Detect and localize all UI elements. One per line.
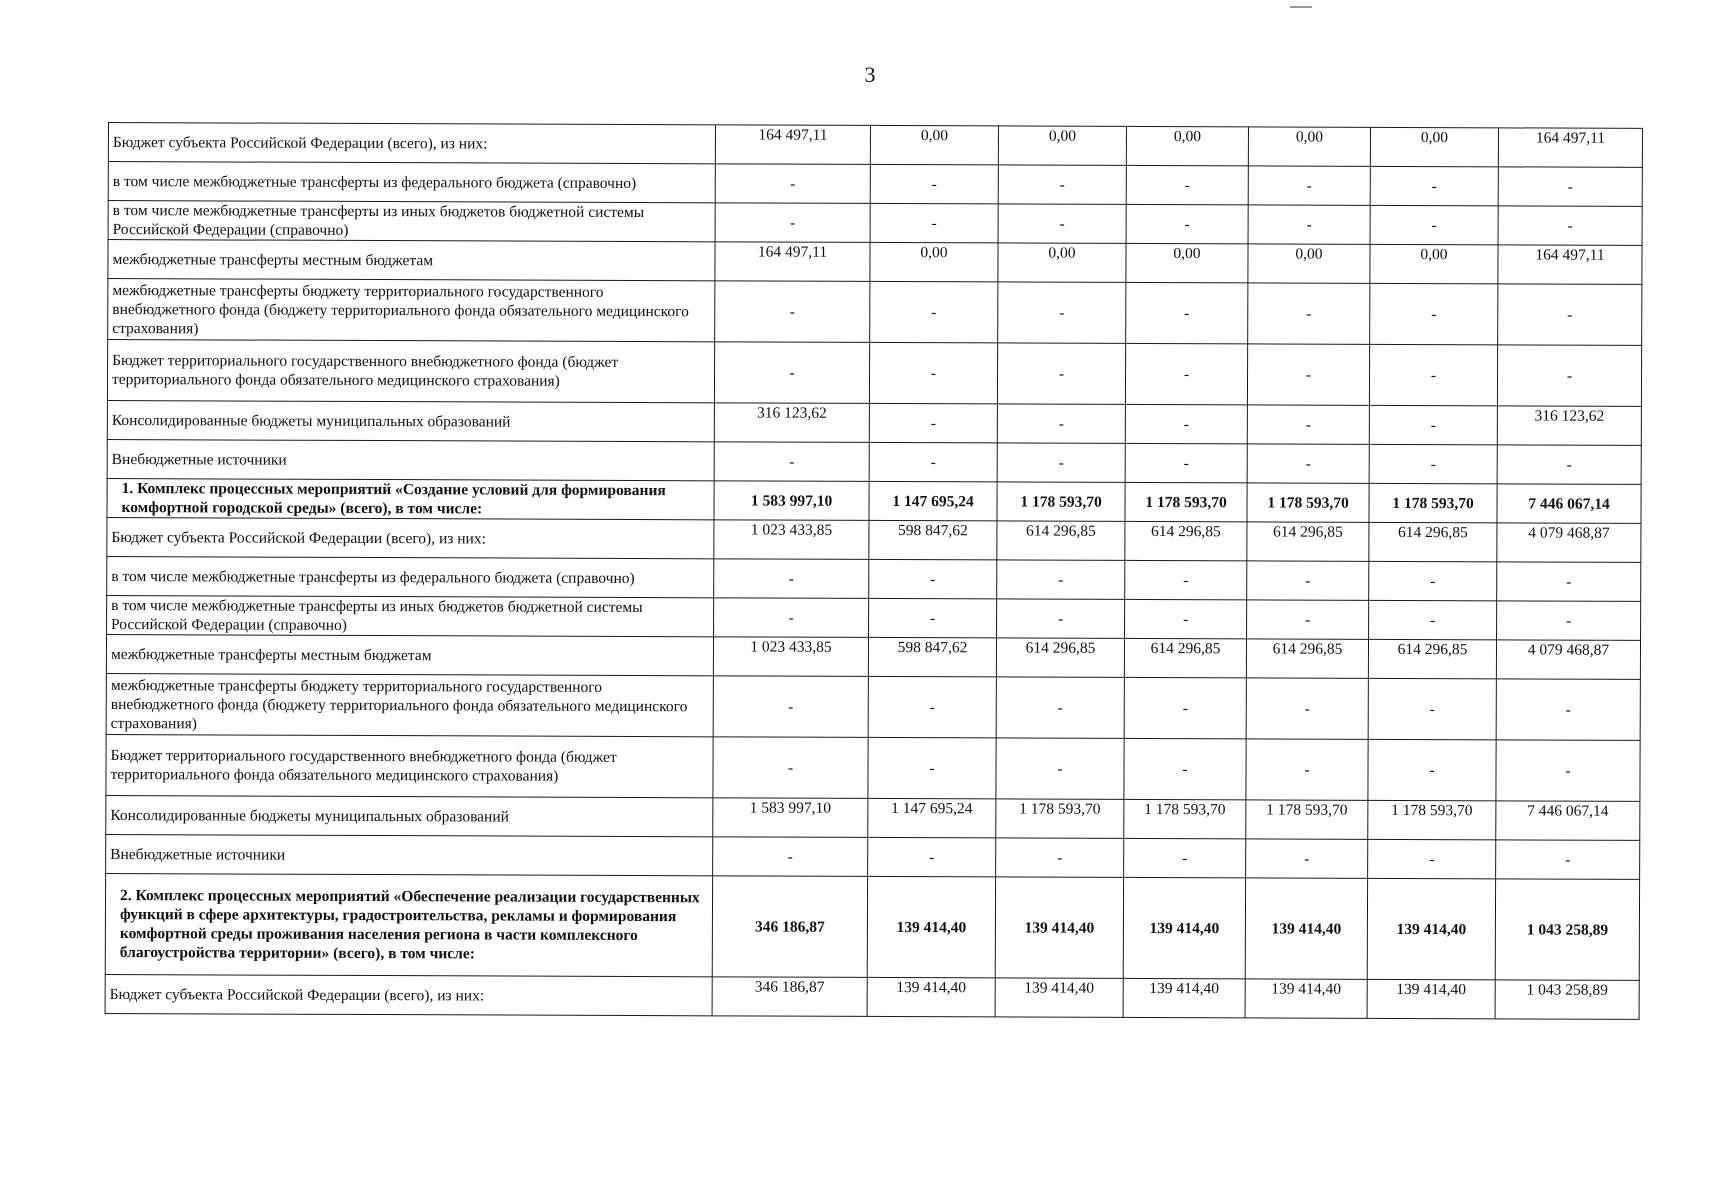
value-cell: - — [1125, 404, 1247, 443]
value-cell: 1 178 593,70 — [1368, 800, 1496, 839]
value-cell: 598 847,62 — [868, 637, 996, 676]
value-cell: 1 178 593,70 — [1125, 482, 1247, 521]
value-cell: - — [713, 676, 868, 738]
value-cell: - — [1125, 443, 1247, 482]
table-row — [108, 162, 1642, 207]
table-row — [107, 478, 1641, 523]
value-cell: - — [868, 737, 996, 798]
value-cell: - — [715, 203, 870, 243]
value-cell: 139 414,40 — [1123, 978, 1245, 1017]
value-cell: - — [997, 343, 1125, 404]
table-row — [107, 400, 1641, 445]
value-cell: - — [868, 837, 996, 876]
value-cell: 614 296,85 — [1246, 639, 1368, 678]
value-cell: - — [1496, 679, 1640, 741]
value-cell: - — [713, 737, 868, 799]
value-cell: 0,00 — [870, 242, 998, 281]
row-label: Бюджет субъекта Российской Федерации (всего), из них: — [108, 123, 715, 164]
value-cell: - — [869, 403, 997, 442]
row-label: Бюджет субъекта Российской Федерации (всего), из них: — [107, 517, 714, 558]
value-cell: - — [1369, 600, 1497, 639]
value-cell: 1 178 593,70 — [1247, 483, 1369, 522]
value-cell: - — [1126, 165, 1248, 204]
value-cell: 1 178 593,70 — [1246, 800, 1368, 839]
row-label: 1. Комплекс процессных мероприятий «Создание условий для формирования комфортной городской среды» (всего), в том числе: — [107, 478, 714, 519]
value-cell: - — [1247, 444, 1369, 483]
value-cell: - — [714, 442, 869, 482]
value-cell: - — [1369, 344, 1497, 405]
row-label: межбюджетные трансферты местным бюджетам — [106, 634, 713, 675]
table-row — [106, 673, 1640, 740]
value-cell: 614 296,85 — [1368, 639, 1496, 678]
value-cell: - — [997, 560, 1125, 599]
row-label: межбюджетные трансферты бюджету территориального государственного внебюджетного фонда (бюджету территориального фонда обязательного медицинского страхования) — [106, 673, 713, 736]
value-cell: - — [1498, 167, 1642, 207]
value-cell: 4 079 468,87 — [1496, 640, 1640, 680]
value-cell: 346 186,87 — [712, 876, 867, 978]
value-cell: - — [997, 599, 1125, 638]
table-row — [105, 974, 1639, 1019]
value-cell: 614 296,85 — [1369, 522, 1497, 561]
value-cell: - — [869, 342, 997, 403]
value-cell: 7 446 067,14 — [1496, 801, 1640, 841]
value-cell: 1 147 695,24 — [868, 798, 996, 837]
table-row — [105, 873, 1639, 980]
value-cell: - — [714, 598, 869, 638]
value-cell: 346 186,87 — [712, 977, 867, 1017]
value-cell: 139 414,40 — [867, 977, 995, 1016]
value-cell: - — [1368, 678, 1496, 739]
row-label: Внебюджетные источники — [106, 834, 713, 875]
value-cell: 0,00 — [998, 243, 1126, 282]
value-cell: 1 178 593,70 — [1124, 799, 1246, 838]
row-label: Внебюджетные источники — [107, 439, 714, 480]
value-cell: - — [1497, 601, 1641, 641]
value-cell: 139 414,40 — [1123, 877, 1245, 978]
value-cell: - — [1496, 840, 1640, 880]
value-cell: - — [996, 838, 1124, 877]
budget-table-body — [105, 123, 1642, 1020]
value-cell: - — [1247, 344, 1369, 405]
value-cell: - — [715, 164, 870, 204]
value-cell: 1 043 258,89 — [1495, 980, 1639, 1020]
value-cell: 1 178 593,70 — [996, 799, 1124, 838]
value-cell: - — [868, 676, 996, 737]
row-label: Бюджет территориального государственного внебюджетного фонда (бюджет территориального фонда обязательного медицинского страхования) — [107, 340, 714, 403]
table-row — [108, 279, 1642, 346]
value-cell: 7 446 067,14 — [1497, 484, 1641, 524]
value-cell: 0,00 — [1126, 243, 1248, 282]
value-cell: - — [998, 165, 1126, 204]
value-cell: - — [1248, 283, 1370, 344]
value-cell: 614 296,85 — [1124, 638, 1246, 677]
table-row — [108, 240, 1642, 285]
value-cell: - — [1124, 738, 1246, 799]
value-cell: 1 043 258,89 — [1495, 879, 1639, 981]
value-cell: - — [1496, 740, 1640, 802]
row-label: Консолидированные бюджеты муниципальных образований — [106, 795, 713, 836]
table-row — [107, 340, 1641, 407]
value-cell: - — [1369, 444, 1497, 483]
value-cell: - — [1498, 206, 1642, 246]
value-cell: - — [1498, 284, 1642, 346]
table-row — [106, 795, 1640, 840]
value-cell: - — [996, 738, 1124, 799]
value-cell: 316 123,62 — [714, 403, 869, 443]
value-cell: - — [1368, 839, 1496, 878]
value-cell: 4 079 468,87 — [1497, 523, 1641, 563]
value-cell: - — [870, 281, 998, 342]
value-cell: 0,00 — [1370, 127, 1498, 166]
value-cell: 1 023 433,85 — [714, 520, 869, 560]
budget-table — [105, 122, 1643, 1020]
value-cell: 1 583 997,10 — [713, 798, 868, 838]
value-cell: - — [1125, 343, 1247, 404]
table-row — [106, 734, 1640, 801]
value-cell: 1 147 695,24 — [869, 481, 997, 520]
value-cell: - — [870, 203, 998, 242]
row-label: межбюджетные трансферты местным бюджетам — [108, 240, 715, 281]
table-row — [108, 201, 1642, 246]
scan-mark — [1290, 6, 1312, 8]
row-label: межбюджетные трансферты бюджету территориального государственного внебюджетного фонда (бюджету территориального фонда обязательного медицинского страхования) — [108, 279, 715, 342]
value-cell: 614 296,85 — [1125, 521, 1247, 560]
value-cell: - — [1369, 561, 1497, 600]
row-label: Консолидированные бюджеты муниципальных образований — [107, 400, 714, 441]
value-cell: - — [1248, 205, 1370, 244]
value-cell: 614 296,85 — [1247, 522, 1369, 561]
value-cell: - — [1497, 345, 1641, 407]
value-cell: 164 497,11 — [1498, 245, 1642, 285]
value-cell: - — [714, 342, 869, 404]
value-cell: - — [1246, 839, 1368, 878]
value-cell: - — [869, 598, 997, 637]
value-cell: - — [1246, 739, 1368, 800]
value-cell: - — [1370, 166, 1498, 205]
value-cell: 316 123,62 — [1497, 406, 1641, 446]
table-row — [106, 834, 1640, 879]
value-cell: 139 414,40 — [995, 978, 1123, 1017]
table-row — [107, 595, 1641, 640]
value-cell: - — [1247, 600, 1369, 639]
value-cell: - — [713, 837, 868, 877]
value-cell: 1 178 593,70 — [997, 482, 1125, 521]
value-cell: - — [1247, 561, 1369, 600]
value-cell: 0,00 — [1370, 244, 1498, 283]
value-cell: 139 414,40 — [867, 876, 995, 977]
value-cell: 164 497,11 — [1498, 128, 1642, 168]
row-label: в том числе межбюджетные трансферты из иных бюджетов бюджетной системы Российской Федерации (справочно) — [108, 201, 715, 242]
row-label: Бюджет территориального государственного внебюджетного фонда (бюджет территориального фонда обязательного медицинского страхования) — [106, 734, 713, 797]
value-cell: 139 414,40 — [1245, 878, 1367, 979]
value-cell: - — [1126, 204, 1248, 243]
value-cell: 1 583 997,10 — [714, 481, 869, 521]
value-cell: - — [1497, 562, 1641, 602]
row-label: в том числе межбюджетные трансферты из иных бюджетов бюджетной системы Российской Федерации (справочно) — [107, 595, 714, 636]
value-cell: - — [997, 443, 1125, 482]
value-cell: - — [1126, 282, 1248, 343]
value-cell: - — [998, 204, 1126, 243]
value-cell: - — [714, 559, 869, 599]
row-label: в том числе межбюджетные трансферты из федерального бюджета (справочно) — [108, 162, 715, 203]
value-cell: 164 497,11 — [715, 242, 870, 282]
value-cell: 0,00 — [998, 126, 1126, 165]
value-cell: - — [869, 442, 997, 481]
value-cell: - — [1124, 677, 1246, 738]
value-cell: 0,00 — [1248, 127, 1370, 166]
value-cell: - — [996, 677, 1124, 738]
value-cell: - — [1370, 205, 1498, 244]
value-cell: 139 414,40 — [1367, 979, 1495, 1018]
row-label: 2. Комплекс процессных мероприятий «Обеспечение реализации государственных функций в сфере архитектуры, градостроительства, рекламы и формирования комфортной среды проживания населения региона в части комплексного благоустройства территории» (всего), в том числе: — [105, 873, 712, 976]
table-row — [106, 634, 1640, 679]
value-cell: - — [1125, 599, 1247, 638]
value-cell: 1 023 433,85 — [713, 637, 868, 677]
value-cell: 0,00 — [1248, 244, 1370, 283]
table-row — [108, 123, 1642, 168]
value-cell: - — [1247, 405, 1369, 444]
value-cell: - — [1248, 166, 1370, 205]
value-cell: - — [1124, 838, 1246, 877]
value-cell: - — [997, 404, 1125, 443]
value-cell: - — [998, 282, 1126, 343]
row-label: Бюджет субъекта Российской Федерации (всего), из них: — [105, 974, 712, 1015]
value-cell: 139 414,40 — [1245, 979, 1367, 1018]
value-cell: 598 847,62 — [869, 520, 997, 559]
value-cell: 1 178 593,70 — [1369, 483, 1497, 522]
page-number: 3 — [864, 62, 876, 87]
row-label: в том числе межбюджетные трансферты из федерального бюджета (справочно) — [107, 556, 714, 597]
value-cell: 0,00 — [870, 125, 998, 164]
value-cell: - — [869, 559, 997, 598]
value-cell: 0,00 — [1126, 126, 1248, 165]
table-row — [107, 439, 1641, 484]
table-row — [107, 556, 1641, 601]
value-cell: - — [1125, 560, 1247, 599]
value-cell: - — [1370, 283, 1498, 344]
value-cell: - — [715, 281, 870, 343]
value-cell: - — [870, 164, 998, 203]
value-cell: - — [1369, 405, 1497, 444]
value-cell: 139 414,40 — [1367, 878, 1495, 979]
value-cell: 614 296,85 — [997, 521, 1125, 560]
value-cell: 614 296,85 — [996, 638, 1124, 677]
value-cell: 139 414,40 — [995, 877, 1123, 978]
value-cell: - — [1246, 678, 1368, 739]
table-row — [107, 517, 1641, 562]
value-cell: - — [1497, 445, 1641, 485]
value-cell: 164 497,11 — [715, 125, 870, 165]
value-cell: - — [1368, 739, 1496, 800]
